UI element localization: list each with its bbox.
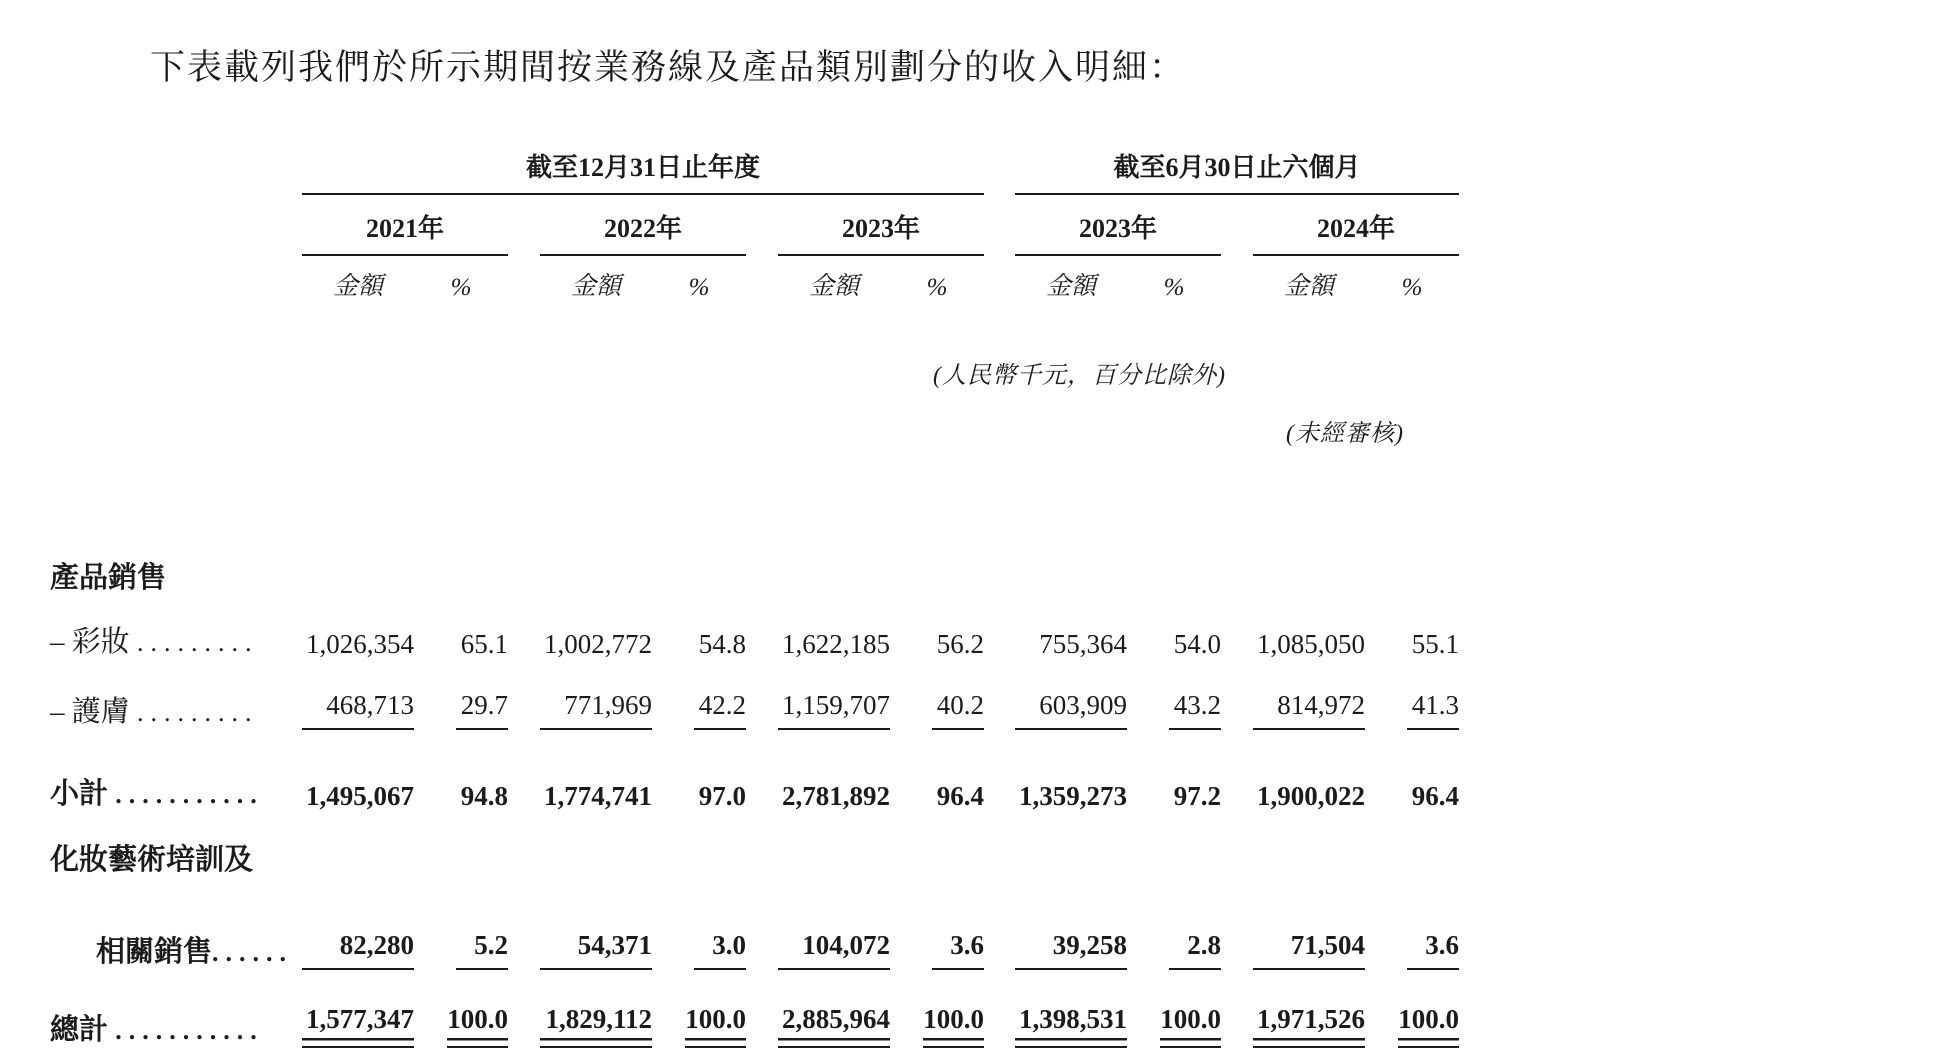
cell-amount: 82,280: [302, 878, 414, 970]
cell-amount: 2,885,964: [778, 970, 890, 1048]
percent-header: %: [450, 274, 472, 301]
cell-percent: 29.7: [414, 660, 508, 730]
page-title: 下表載列我們於所示期間按業務線及產品類別劃分的收入明細：: [150, 48, 1187, 87]
spacer-cell: [984, 194, 1015, 255]
spacer-cell: [1221, 660, 1253, 730]
spacer-cell: [984, 970, 1015, 1048]
cell-percent: 94.8: [460, 781, 508, 811]
revenue-table: [50, 138, 1459, 1048]
cell-percent: 3.6: [890, 878, 984, 970]
spacer-cell: [50, 308, 1459, 550]
cell-percent: 2.8: [1127, 878, 1221, 970]
year-2023: 2023年: [778, 194, 984, 255]
spacer-cell: [1221, 194, 1253, 255]
year-2024-6m: 2024年: [1253, 194, 1459, 255]
table-row-related-sales: [50, 878, 1459, 970]
cell-amount: 39,258: [1015, 878, 1127, 970]
cell-percent: 65.1: [460, 629, 508, 659]
spacer-cell: [1221, 730, 1253, 812]
spacer-cell: [984, 660, 1015, 730]
cell-amount: 1,026,354: [306, 629, 414, 659]
year-header-row: [50, 194, 1459, 255]
cell-amount: 771,969: [540, 660, 652, 730]
table-row-skincare: [50, 660, 1459, 730]
cell-percent: 100.0: [890, 970, 984, 1048]
cell-amount: 468,713: [302, 660, 414, 730]
spacer-cell: [746, 878, 778, 970]
percent-header: %: [1163, 274, 1185, 301]
amount-header: 金額: [332, 273, 383, 300]
cell-percent: 100.0: [1365, 970, 1459, 1048]
cell-percent: 42.2: [652, 660, 746, 730]
cell-percent: 55.1: [1411, 629, 1459, 659]
spacer-cell: [746, 596, 778, 660]
table-row-total: [50, 970, 1459, 1048]
cell-percent: 43.2: [1127, 660, 1221, 730]
cell-percent: 54.0: [1173, 629, 1221, 659]
spacer-cell: [508, 255, 540, 308]
cell-amount: 1,002,772: [544, 629, 652, 659]
cell-amount: 104,072: [778, 878, 890, 970]
cell-percent: 100.0: [652, 970, 746, 1048]
cell-amount: 755,364: [1039, 629, 1127, 659]
amount-header: 金額: [1283, 273, 1334, 300]
period-group-annual: 截至12月31日止年度: [302, 138, 984, 194]
cell-amount: 1,159,707: [778, 660, 890, 730]
percent-header: %: [1401, 274, 1423, 301]
percent-header: %: [926, 274, 948, 301]
leader-dots: ...........: [115, 1016, 264, 1045]
spacer-cell: [746, 970, 778, 1048]
spacer-cell: [746, 660, 778, 730]
spacer-cell: [1221, 878, 1253, 970]
year-2022: 2022年: [540, 194, 746, 255]
year-2021: 2021年: [302, 194, 508, 255]
spacer-cell: [50, 138, 302, 194]
row-label: 總計 ...........: [50, 1014, 264, 1046]
spacer-cell: [508, 730, 540, 812]
amount-header: 金額: [808, 273, 859, 300]
cell-amount: 1,829,112: [540, 970, 652, 1048]
cell-percent: 56.2: [936, 629, 984, 659]
section-row-product-sales: [50, 550, 1459, 596]
row-label: 相關銷售......: [96, 936, 294, 968]
spacer-cell: [1221, 970, 1253, 1048]
cell-amount: 1,774,741: [544, 781, 652, 811]
cell-amount: 1,085,050: [1257, 629, 1365, 659]
cell-percent: 3.0: [652, 878, 746, 970]
cell-amount: 71,504: [1253, 878, 1365, 970]
spacer-cell: [508, 660, 540, 730]
cell-amount: 1,495,067: [306, 781, 414, 811]
spacer-cell: [746, 255, 778, 308]
row-label: – 護膚 .........: [50, 696, 259, 728]
table-row-subtotal: [50, 730, 1459, 812]
period-group-six-months: 截至6月30日止六個月: [1015, 138, 1459, 194]
row-label: 小計 ...........: [50, 778, 264, 810]
spacer-cell: [1221, 596, 1253, 660]
spacer-cell: [508, 878, 540, 970]
spacer-cell: [984, 596, 1015, 660]
cell-percent: 100.0: [1127, 970, 1221, 1048]
percent-header: %: [688, 274, 710, 301]
table-row-color-cosmetics: [50, 596, 1459, 660]
cell-percent: 97.2: [1173, 781, 1221, 811]
cell-amount: 1,398,531: [1015, 970, 1127, 1048]
cell-amount: 1,900,022: [1257, 781, 1365, 811]
cell-percent: 96.4: [1411, 781, 1459, 811]
spacer-cell: [508, 194, 540, 255]
spacer-cell: [50, 255, 302, 308]
cell-amount: 1,971,526: [1253, 970, 1365, 1048]
cell-percent: 100.0: [414, 970, 508, 1048]
cell-amount: 1,359,273: [1019, 781, 1127, 811]
spacer-cell: [984, 138, 1015, 194]
spacer-cell: [508, 596, 540, 660]
spacer-cell: [984, 255, 1015, 308]
cell-percent: 96.4: [936, 781, 984, 811]
leader-dots: ......: [212, 938, 294, 967]
leader-dots: ...........: [115, 780, 264, 809]
amount-header: 金額: [570, 273, 621, 300]
units-note: (人民幣千元，百分比除外): [933, 363, 1226, 389]
cell-percent: 54.8: [698, 629, 746, 659]
unaudited-note: (未經審核): [1286, 421, 1404, 447]
spacer-cell: [984, 730, 1015, 812]
cell-percent: 40.2: [890, 660, 984, 730]
year-2023-6m: 2023年: [1015, 194, 1221, 255]
spacer-cell: [1221, 255, 1253, 308]
leader-dots: .........: [137, 628, 259, 657]
cell-percent: 5.2: [414, 878, 508, 970]
section-row-makeup-training: [50, 812, 1459, 878]
cell-amount: 1,577,347: [302, 970, 414, 1048]
spacer-cell: [746, 194, 778, 255]
spacer-row: [50, 308, 1459, 550]
period-group-header-row: [50, 138, 1459, 194]
amount-header: 金額: [1045, 273, 1096, 300]
spacer-cell: [50, 194, 302, 255]
leader-dots: .........: [137, 698, 259, 727]
spacer-cell: [746, 730, 778, 812]
spacer-cell: [984, 878, 1015, 970]
cell-amount: 603,909: [1015, 660, 1127, 730]
spacer-cell: [508, 970, 540, 1048]
cell-percent: 41.3: [1365, 660, 1459, 730]
cell-percent: 3.6: [1365, 878, 1459, 970]
cell-amount: 2,781,892: [782, 781, 890, 811]
row-label: – 彩妝 .........: [50, 626, 259, 658]
cell-amount: 1,622,185: [782, 629, 890, 659]
cell-amount: 54,371: [540, 878, 652, 970]
section-label: 化妝藝術培訓及: [50, 844, 254, 876]
section-label: 產品銷售: [50, 562, 167, 594]
cell-percent: 97.0: [698, 781, 746, 811]
subheader-row: [50, 255, 1459, 308]
cell-amount: 814,972: [1253, 660, 1365, 730]
